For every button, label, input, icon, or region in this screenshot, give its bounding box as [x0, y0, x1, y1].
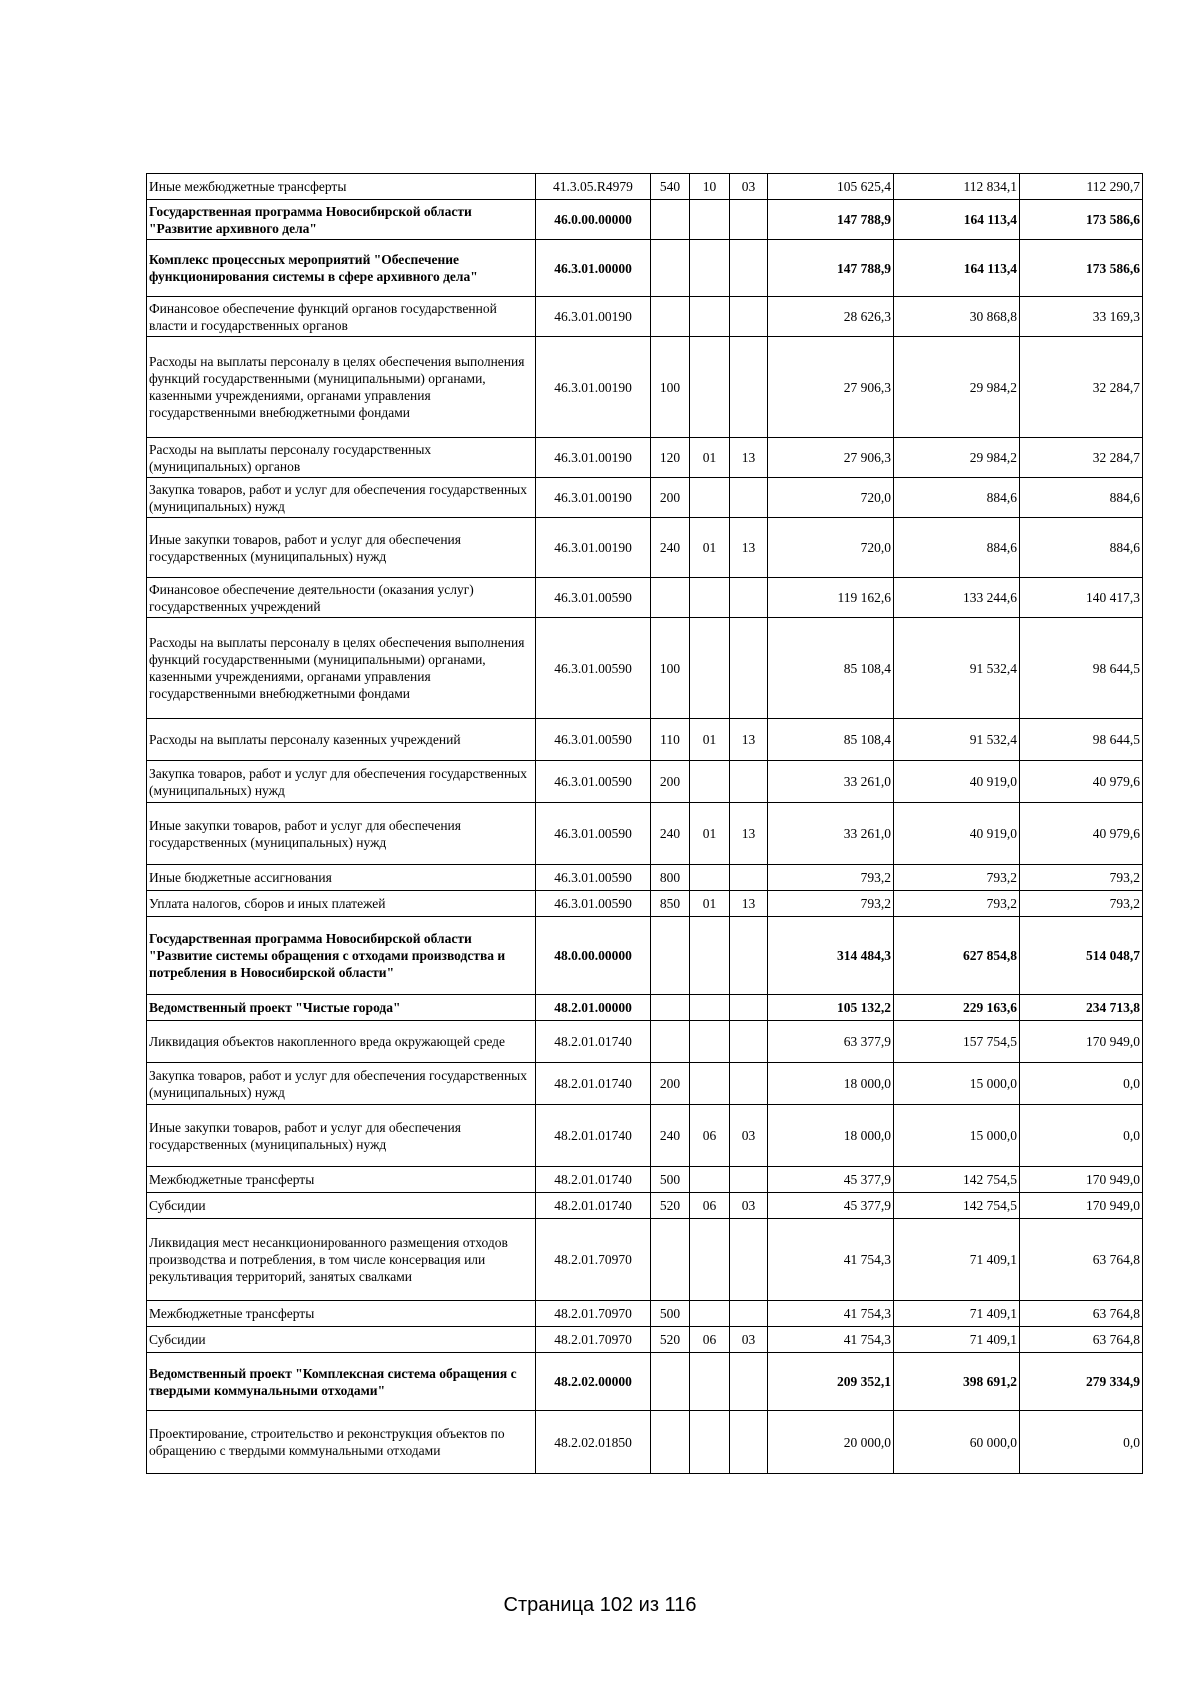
row-rz: 01: [690, 719, 730, 761]
row-value-1: 209 352,1: [768, 1353, 894, 1411]
row-name: Иные межбюджетные трансферты: [147, 174, 536, 200]
row-value-3: 170 949,0: [1020, 1193, 1143, 1219]
table-row: [147, 1193, 1143, 1219]
row-value-3: 170 949,0: [1020, 1167, 1143, 1193]
row-name: Расходы на выплаты персоналу в целях обеспечения выполнения функций государственными (муниципальными) органами, казенными учреждениями, органами управления государственными внебюджетными фондами: [147, 618, 536, 719]
row-rz: 01: [690, 891, 730, 917]
row-value-3: 140 417,3: [1020, 578, 1143, 618]
row-code: 48.2.01.70970: [536, 1219, 651, 1301]
row-value-2: 793,2: [894, 891, 1020, 917]
row-value-3: 173 586,6: [1020, 200, 1143, 240]
row-code: 48.2.01.01740: [536, 1193, 651, 1219]
row-name: Иные закупки товаров, работ и услуг для обеспечения государственных (муниципальных) нужд: [147, 1105, 536, 1167]
row-vr: 500: [651, 1301, 690, 1327]
row-pr: 03: [730, 1193, 768, 1219]
row-vr: [651, 995, 690, 1021]
table-row: [147, 761, 1143, 803]
row-rz: 06: [690, 1193, 730, 1219]
row-value-1: 33 261,0: [768, 761, 894, 803]
row-name: Государственная программа Новосибирской области "Развитие системы обращения с отходами производства и потребления в Новосибирской области": [147, 917, 536, 995]
row-vr: 850: [651, 891, 690, 917]
row-code: 46.3.01.00590: [536, 865, 651, 891]
row-code: 41.3.05.R4979: [536, 174, 651, 200]
row-name: Межбюджетные трансферты: [147, 1301, 536, 1327]
row-vr: 200: [651, 1063, 690, 1105]
row-vr: 520: [651, 1327, 690, 1353]
row-pr: 03: [730, 1105, 768, 1167]
row-pr: 13: [730, 518, 768, 578]
row-value-3: 63 764,8: [1020, 1301, 1143, 1327]
row-name: Субсидии: [147, 1193, 536, 1219]
row-value-2: 40 919,0: [894, 803, 1020, 865]
row-code: 46.3.01.00190: [536, 337, 651, 438]
row-name: Межбюджетные трансферты: [147, 1167, 536, 1193]
row-pr: [730, 1219, 768, 1301]
row-value-1: 45 377,9: [768, 1193, 894, 1219]
row-value-2: 40 919,0: [894, 761, 1020, 803]
row-name: Ликвидация объектов накопленного вреда окружающей среде: [147, 1021, 536, 1063]
row-value-1: 45 377,9: [768, 1167, 894, 1193]
row-value-1: 720,0: [768, 478, 894, 518]
row-value-3: 793,2: [1020, 891, 1143, 917]
row-rz: [690, 917, 730, 995]
row-vr: [651, 917, 690, 995]
row-rz: [690, 1353, 730, 1411]
row-pr: [730, 995, 768, 1021]
row-value-3: 63 764,8: [1020, 1327, 1143, 1353]
row-vr: 800: [651, 865, 690, 891]
row-value-1: 41 754,3: [768, 1301, 894, 1327]
row-rz: 06: [690, 1327, 730, 1353]
budget-table: [146, 173, 1143, 1474]
table-row: [147, 297, 1143, 337]
row-rz: [690, 618, 730, 719]
row-value-2: 91 532,4: [894, 719, 1020, 761]
row-code: 46.3.01.00190: [536, 297, 651, 337]
row-value-1: 314 484,3: [768, 917, 894, 995]
row-value-3: 32 284,7: [1020, 337, 1143, 438]
table-row: [147, 719, 1143, 761]
row-value-3: 98 644,5: [1020, 719, 1143, 761]
row-name: Ликвидация мест несанкционированного размещения отходов производства и потребления, в том числе консервация или рекультивация территорий, занятых свалками: [147, 1219, 536, 1301]
row-value-3: 0,0: [1020, 1411, 1143, 1474]
row-vr: [651, 297, 690, 337]
row-code: 46.3.01.00590: [536, 719, 651, 761]
row-name: Проектирование, строительство и реконструкция объектов по обращению с твердыми коммунальными отходами: [147, 1411, 536, 1474]
row-rz: [690, 995, 730, 1021]
row-pr: 13: [730, 803, 768, 865]
table-row: [147, 174, 1143, 200]
row-pr: [730, 1021, 768, 1063]
row-value-3: 40 979,6: [1020, 761, 1143, 803]
table-row: [147, 803, 1143, 865]
table-body: [147, 174, 1143, 1474]
row-vr: 100: [651, 337, 690, 438]
row-value-2: 142 754,5: [894, 1193, 1020, 1219]
row-value-2: 793,2: [894, 865, 1020, 891]
row-rz: [690, 240, 730, 297]
row-value-1: 28 626,3: [768, 297, 894, 337]
row-name: Уплата налогов, сборов и иных платежей: [147, 891, 536, 917]
row-value-2: 398 691,2: [894, 1353, 1020, 1411]
row-value-1: 27 906,3: [768, 438, 894, 478]
row-vr: [651, 1411, 690, 1474]
row-name: Финансовое обеспечение деятельности (оказания услуг) государственных учреждений: [147, 578, 536, 618]
row-pr: [730, 865, 768, 891]
row-name: Ведомственный проект "Чистые города": [147, 995, 536, 1021]
row-value-1: 41 754,3: [768, 1327, 894, 1353]
table-row: [147, 917, 1143, 995]
row-value-3: 33 169,3: [1020, 297, 1143, 337]
row-name: Расходы на выплаты персоналу казенных учреждений: [147, 719, 536, 761]
row-value-1: 147 788,9: [768, 240, 894, 297]
table-row: [147, 337, 1143, 438]
row-name: Иные закупки товаров, работ и услуг для обеспечения государственных (муниципальных) нужд: [147, 518, 536, 578]
row-value-2: 157 754,5: [894, 1021, 1020, 1063]
row-rz: [690, 761, 730, 803]
row-value-1: 18 000,0: [768, 1105, 894, 1167]
row-rz: [690, 578, 730, 618]
row-code: 48.2.01.01740: [536, 1105, 651, 1167]
row-value-3: 170 949,0: [1020, 1021, 1143, 1063]
table-row: [147, 1167, 1143, 1193]
row-vr: [651, 200, 690, 240]
row-pr: 03: [730, 1327, 768, 1353]
row-pr: [730, 578, 768, 618]
row-value-3: 0,0: [1020, 1063, 1143, 1105]
row-rz: [690, 1167, 730, 1193]
row-value-3: 98 644,5: [1020, 618, 1143, 719]
row-code: 46.3.01.00190: [536, 518, 651, 578]
row-rz: 01: [690, 803, 730, 865]
row-vr: 240: [651, 1105, 690, 1167]
row-name: Иные закупки товаров, работ и услуг для обеспечения государственных (муниципальных) нужд: [147, 803, 536, 865]
row-value-2: 164 113,4: [894, 240, 1020, 297]
row-pr: 03: [730, 174, 768, 200]
row-vr: 500: [651, 1167, 690, 1193]
table-row: [147, 865, 1143, 891]
row-value-2: 884,6: [894, 518, 1020, 578]
row-value-1: 63 377,9: [768, 1021, 894, 1063]
row-value-1: 27 906,3: [768, 337, 894, 438]
row-rz: [690, 1021, 730, 1063]
row-value-1: 85 108,4: [768, 618, 894, 719]
row-vr: 120: [651, 438, 690, 478]
row-vr: 540: [651, 174, 690, 200]
table-row: [147, 578, 1143, 618]
row-value-3: 279 334,9: [1020, 1353, 1143, 1411]
row-value-1: 18 000,0: [768, 1063, 894, 1105]
row-pr: 13: [730, 438, 768, 478]
row-code: 46.3.01.00590: [536, 578, 651, 618]
row-name: Расходы на выплаты персоналу в целях обеспечения выполнения функций государственными (муниципальными) органами, казенными учреждениями, органами управления государственными внебюджетными фондами: [147, 337, 536, 438]
row-code: 46.3.01.00190: [536, 438, 651, 478]
row-value-3: 40 979,6: [1020, 803, 1143, 865]
row-code: 48.2.01.01740: [536, 1021, 651, 1063]
row-name: Субсидии: [147, 1327, 536, 1353]
row-value-2: 91 532,4: [894, 618, 1020, 719]
row-name: Расходы на выплаты персоналу государственных (муниципальных) органов: [147, 438, 536, 478]
row-value-3: 514 048,7: [1020, 917, 1143, 995]
row-rz: 01: [690, 518, 730, 578]
row-name: Закупка товаров, работ и услуг для обеспечения государственных (муниципальных) нужд: [147, 1063, 536, 1105]
table-row: [147, 240, 1143, 297]
row-vr: [651, 240, 690, 297]
row-pr: [730, 337, 768, 438]
table-row: [147, 995, 1143, 1021]
row-value-2: 627 854,8: [894, 917, 1020, 995]
row-value-3: 173 586,6: [1020, 240, 1143, 297]
row-name: Комплекс процессных мероприятий "Обеспечение функционирования системы в сфере архивного дела": [147, 240, 536, 297]
row-value-2: 15 000,0: [894, 1063, 1020, 1105]
row-value-2: 60 000,0: [894, 1411, 1020, 1474]
table-row: [147, 438, 1143, 478]
row-value-1: 105 132,2: [768, 995, 894, 1021]
table-row: [147, 478, 1143, 518]
row-vr: 110: [651, 719, 690, 761]
row-rz: [690, 478, 730, 518]
row-rz: [690, 200, 730, 240]
row-value-1: 105 625,4: [768, 174, 894, 200]
row-value-3: 0,0: [1020, 1105, 1143, 1167]
row-value-1: 147 788,9: [768, 200, 894, 240]
row-value-3: 112 290,7: [1020, 174, 1143, 200]
row-pr: [730, 618, 768, 719]
table-row: [147, 1021, 1143, 1063]
row-vr: [651, 1021, 690, 1063]
row-name: Закупка товаров, работ и услуг для обеспечения государственных (муниципальных) нужд: [147, 761, 536, 803]
row-pr: [730, 200, 768, 240]
row-value-1: 793,2: [768, 865, 894, 891]
row-value-2: 29 984,2: [894, 337, 1020, 438]
row-rz: 10: [690, 174, 730, 200]
table-row: [147, 1411, 1143, 1474]
row-value-1: 85 108,4: [768, 719, 894, 761]
row-vr: [651, 1353, 690, 1411]
row-pr: [730, 240, 768, 297]
table-row: [147, 518, 1143, 578]
row-rz: 01: [690, 438, 730, 478]
row-rz: [690, 1411, 730, 1474]
page-footer: Страница 102 из 116: [503, 1594, 697, 1616]
table-row: [147, 1219, 1143, 1301]
row-rz: [690, 297, 730, 337]
row-value-2: 884,6: [894, 478, 1020, 518]
row-code: 46.3.01.00590: [536, 803, 651, 865]
row-vr: 240: [651, 803, 690, 865]
row-vr: [651, 578, 690, 618]
row-value-3: 234 713,8: [1020, 995, 1143, 1021]
row-value-3: 32 284,7: [1020, 438, 1143, 478]
row-value-2: 30 868,8: [894, 297, 1020, 337]
row-vr: 240: [651, 518, 690, 578]
table-row: [147, 618, 1143, 719]
row-pr: [730, 297, 768, 337]
row-code: 46.3.01.00590: [536, 891, 651, 917]
row-code: 46.3.01.00000: [536, 240, 651, 297]
row-pr: [730, 1353, 768, 1411]
row-pr: [730, 761, 768, 803]
row-vr: [651, 1219, 690, 1301]
row-code: 48.2.01.01740: [536, 1063, 651, 1105]
row-pr: [730, 1301, 768, 1327]
table-row: [147, 1063, 1143, 1105]
table-row: [147, 1301, 1143, 1327]
row-value-3: 793,2: [1020, 865, 1143, 891]
row-code: 48.2.01.70970: [536, 1327, 651, 1353]
row-value-1: 793,2: [768, 891, 894, 917]
table-row: [147, 1327, 1143, 1353]
row-code: 46.0.00.00000: [536, 200, 651, 240]
row-name: Закупка товаров, работ и услуг для обеспечения государственных (муниципальных) нужд: [147, 478, 536, 518]
row-value-3: 63 764,8: [1020, 1219, 1143, 1301]
row-value-1: 41 754,3: [768, 1219, 894, 1301]
row-code: 48.2.02.01850: [536, 1411, 651, 1474]
row-value-2: 29 984,2: [894, 438, 1020, 478]
row-rz: 06: [690, 1105, 730, 1167]
row-pr: [730, 1063, 768, 1105]
row-vr: 200: [651, 761, 690, 803]
row-rz: [690, 1063, 730, 1105]
row-value-2: 164 113,4: [894, 200, 1020, 240]
row-code: 48.2.01.70970: [536, 1301, 651, 1327]
table-row: [147, 891, 1143, 917]
row-value-2: 112 834,1: [894, 174, 1020, 200]
row-pr: [730, 478, 768, 518]
row-value-1: 119 162,6: [768, 578, 894, 618]
row-code: 48.0.00.00000: [536, 917, 651, 995]
row-value-1: 33 261,0: [768, 803, 894, 865]
row-code: 48.2.02.00000: [536, 1353, 651, 1411]
row-value-3: 884,6: [1020, 478, 1143, 518]
row-name: Финансовое обеспечение функций органов государственной власти и государственных органов: [147, 297, 536, 337]
row-value-2: 15 000,0: [894, 1105, 1020, 1167]
table-row: [147, 1353, 1143, 1411]
row-rz: [690, 1219, 730, 1301]
row-vr: 520: [651, 1193, 690, 1219]
table-row: [147, 1105, 1143, 1167]
row-pr: [730, 1411, 768, 1474]
row-pr: 13: [730, 891, 768, 917]
row-value-3: 884,6: [1020, 518, 1143, 578]
row-pr: [730, 917, 768, 995]
row-code: 46.3.01.00590: [536, 761, 651, 803]
row-code: 46.3.01.00190: [536, 478, 651, 518]
row-code: 48.2.01.00000: [536, 995, 651, 1021]
row-value-2: 142 754,5: [894, 1167, 1020, 1193]
row-pr: [730, 1167, 768, 1193]
row-code: 46.3.01.00590: [536, 618, 651, 719]
row-rz: [690, 337, 730, 438]
row-value-2: 71 409,1: [894, 1327, 1020, 1353]
row-pr: 13: [730, 719, 768, 761]
row-rz: [690, 865, 730, 891]
row-value-2: 229 163,6: [894, 995, 1020, 1021]
row-value-1: 720,0: [768, 518, 894, 578]
table-row: [147, 200, 1143, 240]
row-value-2: 133 244,6: [894, 578, 1020, 618]
row-code: 48.2.01.01740: [536, 1167, 651, 1193]
row-rz: [690, 1301, 730, 1327]
row-name: Иные бюджетные ассигнования: [147, 865, 536, 891]
row-name: Ведомственный проект "Комплексная система обращения с твердыми коммунальными отходами": [147, 1353, 536, 1411]
row-name: Государственная программа Новосибирской области "Развитие архивного дела": [147, 200, 536, 240]
row-value-2: 71 409,1: [894, 1301, 1020, 1327]
row-vr: 100: [651, 618, 690, 719]
row-value-2: 71 409,1: [894, 1219, 1020, 1301]
row-value-1: 20 000,0: [768, 1411, 894, 1474]
row-vr: 200: [651, 478, 690, 518]
